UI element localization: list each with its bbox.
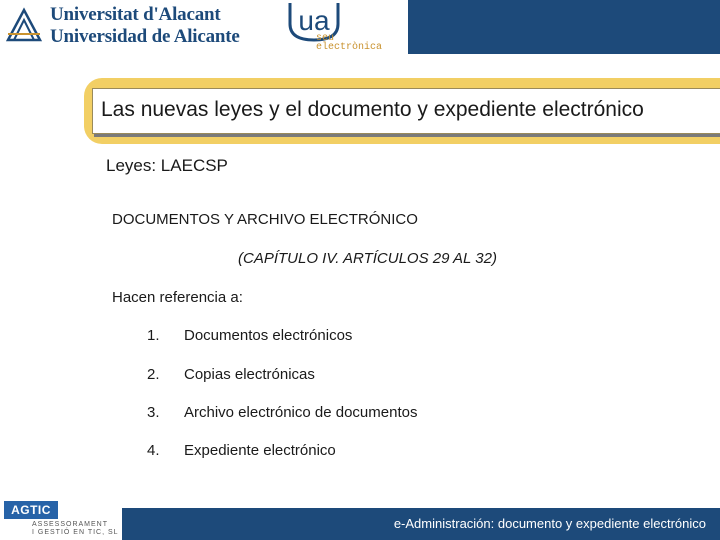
list-item-number: 1. [147,327,160,344]
list-item: Archivo electrónico de documentos [184,404,418,421]
university-name-line2: Universidad de Alicante [50,26,240,47]
list-item: Expediente electrónico [184,442,336,459]
agtic-sub-line2: I GESTIÓ EN TIC, SL [32,529,119,536]
ua-logo-sub-line2: electrònica [316,42,383,53]
list-item-number: 2. [147,366,160,383]
law-heading: Leyes: LAECSP [106,156,228,175]
list-item-number: 4. [147,442,160,459]
list-item: Documentos electrónicos [184,327,353,344]
agtic-logo: AGTIC [4,501,58,519]
header-blue-bar [408,0,720,54]
university-logo-icon [4,4,44,44]
slide-title: Las nuevas leyes y el documento y expediente electrónico [101,98,644,121]
ua-logo-subtitle [316,34,382,52]
header [0,0,720,54]
list-item-number: 3. [147,404,160,421]
refer-intro: Hacen referencia a: [112,289,243,306]
section-title: DOCUMENTOS Y ARCHIVO ELECTRÓNICO [112,211,418,228]
agtic-sub-line1: ASSESSORAMENT [32,521,109,528]
university-name-line1: Universitat d'Alacant [50,4,221,25]
university-name [50,4,240,48]
list-item: Copias electrónicas [184,366,315,383]
footer-bar [122,508,720,540]
agtic-subtitle [32,521,119,537]
ua-logo-sub-line1: seu [316,33,335,44]
footer-caption: e-Administración: documento y expediente electrónico [393,516,706,531]
chapter-reference: (CAPÍTULO IV. ARTÍCULOS 29 AL 32) [238,250,497,267]
ua-logo-text: ua [298,5,330,36]
